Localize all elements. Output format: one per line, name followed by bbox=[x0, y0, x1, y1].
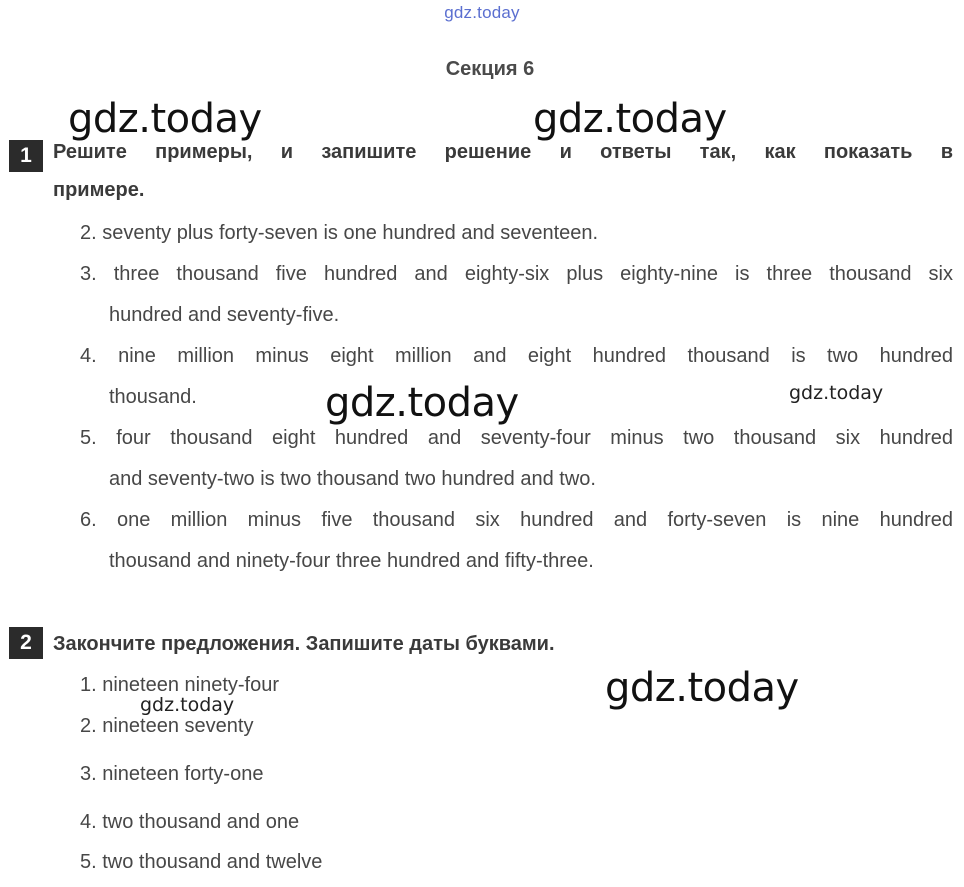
answer-item-6-line-1: 6. one million minus five thousand six hundred and forty-seven is nine hundred bbox=[80, 509, 953, 531]
task-2-number-badge: 2 bbox=[9, 627, 43, 659]
task-1-heading bbox=[53, 133, 953, 209]
task-1-number-badge: 1 bbox=[9, 140, 43, 172]
watermark-6: gdz.today bbox=[140, 694, 235, 716]
task-1-heading-line-2: примере. bbox=[53, 179, 145, 201]
watermark-3: gdz.today bbox=[325, 380, 519, 426]
answer-item-3-line-1: 3. three thousand five hundred and eighty-six plus eighty-nine is three thousand six bbox=[80, 263, 953, 285]
task-2-item-2: 2. nineteen seventy bbox=[80, 715, 254, 737]
answer-item-5-line-2: and seventy-two is two thousand two hundred and two. bbox=[109, 468, 596, 490]
answer-item-3-line-2: hundred and seventy-five. bbox=[109, 304, 340, 326]
task-2-item-1: 1. nineteen ninety-four bbox=[80, 674, 280, 696]
task-2-heading: Закончите предложения. Запишите даты буквами. bbox=[53, 633, 555, 655]
task-2-item-4: 4. two thousand and one bbox=[80, 811, 300, 833]
task-2-item-5: 5. two thousand and twelve bbox=[80, 851, 323, 873]
answer-item-4-line-2: thousand. bbox=[109, 386, 197, 408]
top-watermark: gdz.today bbox=[444, 3, 520, 22]
watermark-5: gdz.today bbox=[605, 665, 799, 711]
task-2-item-3: 3. nineteen forty-one bbox=[80, 763, 264, 785]
answer-item-5-line-1: 5. four thousand eight hundred and seventy-four minus two thousand six hundred bbox=[80, 427, 953, 449]
task-1-heading-line-1: Решите примеры, и запишите решение и ответы так, как показать в bbox=[53, 141, 953, 163]
answer-item-6-line-2: thousand and ninety-four three hundred and fifty-three. bbox=[109, 550, 594, 572]
watermark-2: gdz.today bbox=[533, 96, 727, 142]
watermark-1: gdz.today bbox=[68, 96, 262, 142]
section-title: Секция 6 bbox=[445, 58, 535, 80]
watermark-4: gdz.today bbox=[789, 382, 884, 404]
answer-item-4-line-1: 4. nine million minus eight million and eight hundred thousand is two hundred bbox=[80, 345, 953, 367]
answer-item-2: 2. seventy plus forty-seven is one hundred and seventeen. bbox=[80, 222, 599, 244]
